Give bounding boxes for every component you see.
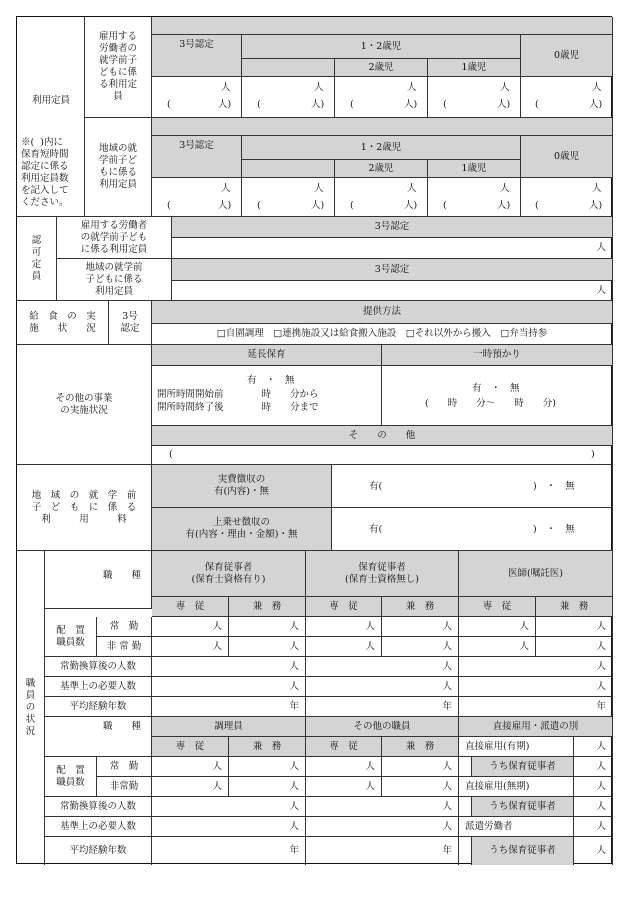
other-header: そ の 他 [152, 426, 613, 446]
staff-count-cell[interactable]: 人 [382, 777, 459, 797]
meal-service-label: 給 食 の 実 施 状 況 [17, 301, 109, 345]
paren-close: 人) [589, 99, 603, 110]
fulltime-label: 常 勤 [97, 757, 152, 777]
approved-local-value[interactable]: 人 [172, 281, 613, 301]
temporary-yes-no: 有 ・ 無 [472, 383, 520, 394]
staff-count-cell[interactable]: 人 [229, 637, 306, 657]
fte-count-cell[interactable]: 人 [306, 797, 459, 817]
unit-label: 人 [314, 183, 324, 194]
unit-label: 人 [407, 183, 417, 194]
avg-experience-cell[interactable]: 年 [152, 837, 306, 865]
assigned-staff-label: 配 置 職員数 [45, 757, 97, 797]
capacity-note: ※( )内に 保育短時間 認定に係る 利用定員数 を記入して ください。 [21, 137, 69, 208]
concurrent: 兼 務 [536, 597, 613, 617]
cook-header: 調理員 [152, 717, 306, 737]
staff-count-cell[interactable]: 人 [229, 757, 306, 777]
paren-close: 人) [404, 99, 418, 110]
header-band [152, 17, 613, 35]
indent-spacer [459, 837, 472, 865]
staff-count-cell[interactable]: 人 [152, 617, 229, 637]
extended-after-close: 開所時間終了後 時 分まで [157, 402, 319, 413]
staff-count-cell[interactable]: 人 [306, 757, 382, 777]
extended-care-header: 延長保育 [152, 345, 382, 366]
paren-open: ( [535, 99, 539, 110]
required-count-label: 基準上の必要人数 [45, 677, 152, 697]
temporary-care-cell[interactable] [382, 366, 613, 426]
concurrent: 兼 務 [229, 737, 306, 757]
fulltime-dedicated: 専 従 [152, 597, 229, 617]
staff-count-cell[interactable]: 人 [306, 637, 382, 657]
header-age-1-2: 1・2歳児 [242, 136, 521, 160]
other-business-label: その他の事業 の実施状況 [17, 345, 152, 465]
meal-service-3go: 3号 認定 [109, 301, 152, 345]
paren-close: 人) [218, 99, 232, 110]
header-age-1: 1歳児 [428, 59, 521, 77]
concurrent: 兼 務 [229, 597, 306, 617]
dispatch-nursery-label: うち保育従事者 [472, 837, 574, 865]
staff-count-cell[interactable]: 人 [229, 617, 306, 637]
direct-permanent-nursery-label: うち保育従事者 [472, 797, 574, 817]
required-count-cell[interactable]: 人 [152, 677, 306, 697]
paren-close: 人) [218, 200, 232, 211]
paren-close: ) [591, 449, 595, 460]
fulltime-dedicated: 専 従 [306, 737, 382, 757]
job-type-text: 職 種 [103, 570, 142, 581]
paren-open: ( [350, 99, 354, 110]
fulltime-dedicated: 専 従 [306, 597, 382, 617]
job-type-text: 職 種 [103, 721, 142, 732]
nursery-unqualified-header: 保育従事者 (保育士資格無し) [306, 551, 459, 597]
fulltime-dedicated: 専 従 [152, 737, 229, 757]
required-count-label: 基準上の必要人数 [45, 817, 152, 837]
staff-count-cell[interactable]: 人 [306, 617, 382, 637]
facility-form [16, 16, 612, 864]
extra-yes: 有( [369, 524, 383, 535]
approved-local-label: 地域の就学前 子どもに係る 利用定員 [57, 259, 172, 301]
paren-close: 人) [311, 99, 325, 110]
meal-method-header: 提供方法 [152, 301, 613, 324]
header-age-1: 1歳児 [428, 160, 521, 178]
paren-open: ( [167, 200, 171, 211]
header-age-2: 2歳児 [335, 59, 428, 77]
header-3go: 3号認定 [172, 259, 613, 281]
indent-spacer [459, 797, 472, 817]
dispatch-worker-label: 派遣労働者 [459, 817, 574, 837]
header-age-2: 2歳児 [335, 160, 428, 178]
staff-count-cell[interactable]: 人 [152, 777, 229, 797]
avg-experience-cell[interactable]: 年 [459, 697, 613, 717]
fte-count-label: 常勤換算後の人数 [45, 797, 152, 817]
header-blank [242, 160, 335, 178]
staff-count-cell[interactable]: 人 [382, 757, 459, 777]
staff-count-cell[interactable]: 人 [306, 777, 382, 797]
extra-no: ) ・ 無 [533, 524, 575, 535]
paren-open: ( [167, 99, 171, 110]
fte-count-cell[interactable]: 人 [459, 657, 613, 677]
extra-cost-label: 上乗せ徴収の 有(内容・理由・金額)・無 [152, 508, 332, 551]
staff-count-cell[interactable]: 人 [382, 617, 459, 637]
actual-yes: 有( [369, 481, 383, 492]
header-blank [242, 59, 335, 77]
header-age-0: 0歳児 [521, 35, 613, 77]
temporary-hours: ( 時 分〜 時 分) [425, 398, 556, 409]
direct-fixed-nursery-label: うち保育従事者 [472, 757, 574, 777]
unit-label: 人 [500, 183, 510, 194]
unit-label: 人 [314, 82, 324, 93]
paren-close: 人) [589, 200, 603, 211]
employee-children-capacity-label: 雇用する 労働者の 就学前子 どもに係 る利用定 員 [85, 17, 152, 118]
header-age-1-2: 1・2歳児 [242, 35, 521, 59]
paren-open: ( [350, 200, 354, 211]
doctor-header: 医師(嘱託医) [459, 551, 613, 597]
header-3go: 3号認定 [172, 217, 613, 238]
meal-method-options[interactable]: □自園調理 □連携施設又は給食搬入施設 □それ以外から搬入 □弁当持参 [152, 324, 613, 345]
avg-experience-cell[interactable]: 年 [306, 837, 459, 865]
usage-fee-label: 地 域 の 就 学 前 子 ど も に 係 る 利 用 料 [17, 465, 152, 551]
nursery-qualified-header: 保育従事者 (保育士資格有り) [152, 551, 306, 597]
fulltime-label: 常 勤 [97, 617, 152, 637]
concurrent: 兼 務 [382, 737, 459, 757]
approved-employee-value[interactable]: 人 [172, 238, 613, 259]
staff-count-cell[interactable]: 人 [152, 757, 229, 777]
fte-count-cell[interactable]: 人 [306, 657, 459, 677]
staff-count-cell[interactable]: 人 [229, 777, 306, 797]
direct-fixed-term-value[interactable]: 人 [574, 737, 613, 757]
required-count-cell[interactable]: 人 [459, 677, 613, 697]
fulltime-dedicated: 専 従 [459, 597, 536, 617]
staff-count-cell[interactable]: 人 [152, 637, 229, 657]
paren-close: 人) [497, 99, 511, 110]
direct-permanent-label: 直接雇用(無期) [459, 777, 574, 797]
paren-close: 人) [497, 200, 511, 211]
temporary-care-header: 一時預かり [382, 345, 613, 366]
unit-label: 人 [592, 183, 602, 194]
approved-employee-label: 雇用する労働者 の就学前子ども に係る利用定員 [57, 217, 172, 259]
paren-open: ( [257, 99, 261, 110]
paren-open: ( [535, 200, 539, 211]
employment-type-header: 直接雇用・派遣の別 [459, 717, 613, 737]
approved-capacity-label: 認 可 定 員 [17, 217, 57, 301]
dispatch-worker-value[interactable]: 人 [574, 817, 613, 837]
actual-cost-label: 実費徴収の 有(内容)・無 [152, 465, 332, 508]
dispatch-nursery-value[interactable]: 人 [574, 837, 613, 865]
paren-open: ( [443, 99, 447, 110]
fte-count-cell[interactable]: 人 [152, 657, 306, 677]
assigned-staff-label: 配 置 職員数 [45, 617, 97, 657]
direct-permanent-value[interactable]: 人 [574, 777, 613, 797]
avg-experience-cell[interactable]: 年 [306, 697, 459, 717]
parttime-label: 非 常 勤 [97, 637, 152, 657]
fte-count-cell[interactable]: 人 [152, 797, 306, 817]
unit-label: 人 [407, 82, 417, 93]
unit-label: 人 [500, 82, 510, 93]
paren-open: ( [169, 449, 173, 460]
staff-count-cell[interactable]: 人 [382, 637, 459, 657]
fte-count-label: 常勤換算後の人数 [45, 657, 152, 677]
extended-before-open: 開所時間開始前 時 分から [157, 389, 319, 400]
required-count-cell[interactable]: 人 [306, 817, 459, 837]
local-children-capacity-label: 地域の就 学前子ど もに係る 利用定員 [85, 118, 152, 217]
avg-experience-label: 平均経験年数 [45, 837, 152, 865]
unit-label: 人 [221, 183, 231, 194]
indent-spacer [459, 757, 472, 777]
header-band [152, 118, 613, 136]
other-cell[interactable] [152, 446, 613, 465]
actual-no: ) ・ 無 [533, 481, 575, 492]
direct-fixed-nursery-value[interactable]: 人 [574, 757, 613, 777]
paren-close: 人) [404, 200, 418, 211]
required-count-cell[interactable]: 人 [306, 677, 459, 697]
staff-count-cell[interactable]: 人 [459, 617, 536, 637]
avg-experience-label: 平均経験年数 [45, 697, 152, 717]
header-3go: 3号認定 [152, 136, 242, 178]
paren-open: ( [257, 200, 261, 211]
required-count-cell[interactable]: 人 [152, 817, 306, 837]
concurrent: 兼 務 [382, 597, 459, 617]
staff-count-cell[interactable]: 人 [459, 637, 536, 657]
staff-count-cell[interactable]: 人 [536, 617, 613, 637]
staff-count-cell[interactable]: 人 [536, 637, 613, 657]
header-age-0: 0歳児 [521, 136, 613, 178]
paren-close: 人) [311, 200, 325, 211]
avg-experience-cell[interactable]: 年 [152, 697, 306, 717]
direct-fixed-term-label: 直接雇用(有期) [459, 737, 574, 757]
capacity-title: 利用定員 [31, 95, 70, 106]
staff-section-label: 職 員 の 状 況 [17, 551, 45, 865]
other-staff-header: その他の職員 [306, 717, 459, 737]
direct-permanent-nursery-value[interactable]: 人 [574, 797, 613, 817]
extended-yes-no: 有 ・ 無 [247, 375, 295, 386]
paren-open: ( [443, 200, 447, 211]
unit-label: 人 [221, 82, 231, 93]
parttime-label: 非常勤 [97, 777, 152, 797]
header-3go: 3号認定 [152, 35, 242, 77]
unit-label: 人 [592, 82, 602, 93]
